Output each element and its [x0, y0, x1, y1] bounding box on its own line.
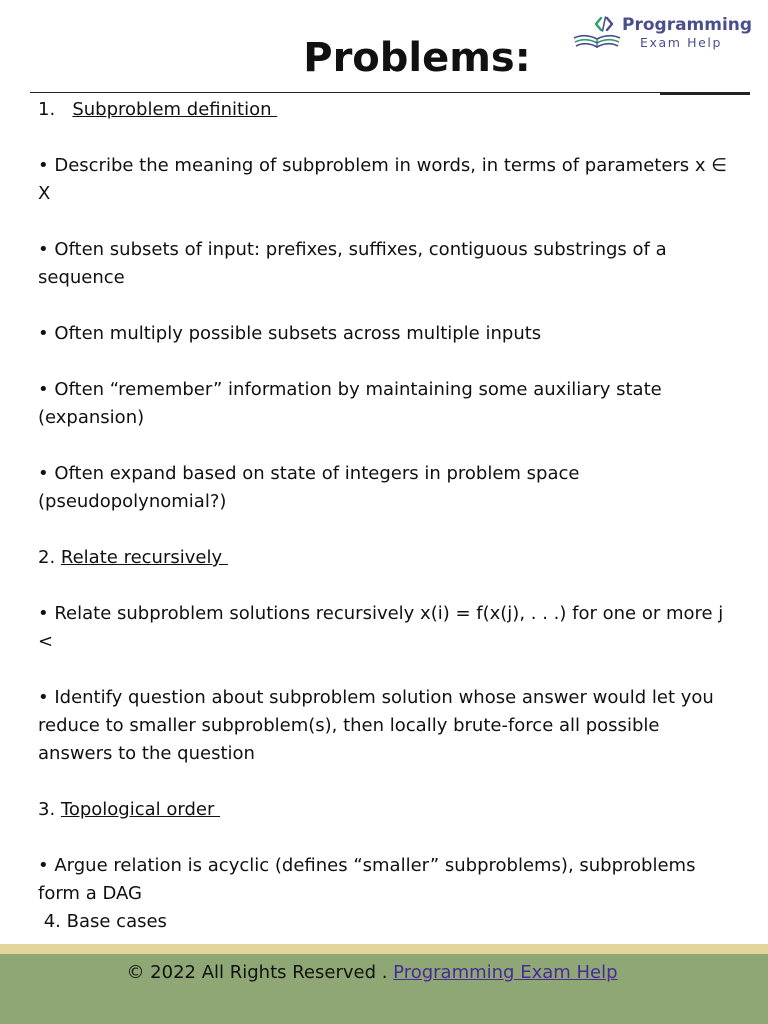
logo-text-exam-help: Exam Help	[640, 35, 723, 50]
bullet-relate-solutions: • Relate subproblem solutions recursively x(i) = f(x(j), . . .) for one or more j <	[38, 603, 730, 652]
title-divider-accent	[660, 93, 750, 95]
bullet-describe-meaning: • Describe the meaning of subproblem in words, in terms of parameters x ∈ X	[38, 155, 733, 204]
heading-number: 3.	[38, 799, 61, 820]
section-heading-subproblem-definition	[38, 96, 728, 124]
document-body	[38, 96, 733, 936]
section-heading-topological-order	[38, 796, 728, 824]
bullet-multiply-subsets: • Often multiply possible subsets across multiple inputs	[38, 323, 542, 344]
bullet-identify-question: • Identify question about subproblem solution whose answer would let you reduce to smaller subproblem(s), then locally brute-force all possible answers to the question	[38, 687, 720, 764]
bullet-remember-information: • Often “remember” information by maintaining some auxiliary state (expansion)	[38, 379, 668, 428]
logo-text-programming: Programming	[622, 15, 753, 35]
heading-number: 2.	[38, 547, 61, 568]
copyright-text: © 2022 All Rights Reserved .	[126, 962, 394, 983]
bullet-subsets-of-input: • Often subsets of input: prefixes, suffixes, contiguous substrings of a sequence	[38, 239, 673, 288]
heading-text: Subproblem definition	[72, 99, 278, 120]
footer-accent-band	[0, 944, 768, 954]
bullet-expand-integers: • Often expand based on state of integers in problem space (pseudopolynomial?)	[38, 463, 586, 512]
title-divider	[30, 92, 750, 93]
code-brackets-icon	[594, 15, 614, 33]
heading-number: 1.	[38, 99, 73, 120]
footer-link[interactable]: Programming Exam Help	[393, 962, 618, 983]
footer	[0, 954, 768, 1024]
open-book-icon	[572, 32, 622, 52]
footer-text	[0, 961, 744, 985]
heading-text: Relate recursively	[60, 547, 228, 568]
brand-logo	[572, 12, 762, 56]
page-title: Problems:	[303, 35, 531, 81]
section-heading-relate-recursively	[38, 544, 728, 572]
heading-text: Topological order	[60, 799, 221, 820]
bullet-argue-acyclic: • Argue relation is acyclic (defines “smaller” subproblems), subproblems form a DAG	[38, 855, 702, 904]
section-heading-base-cases: 4. Base cases	[38, 911, 167, 932]
